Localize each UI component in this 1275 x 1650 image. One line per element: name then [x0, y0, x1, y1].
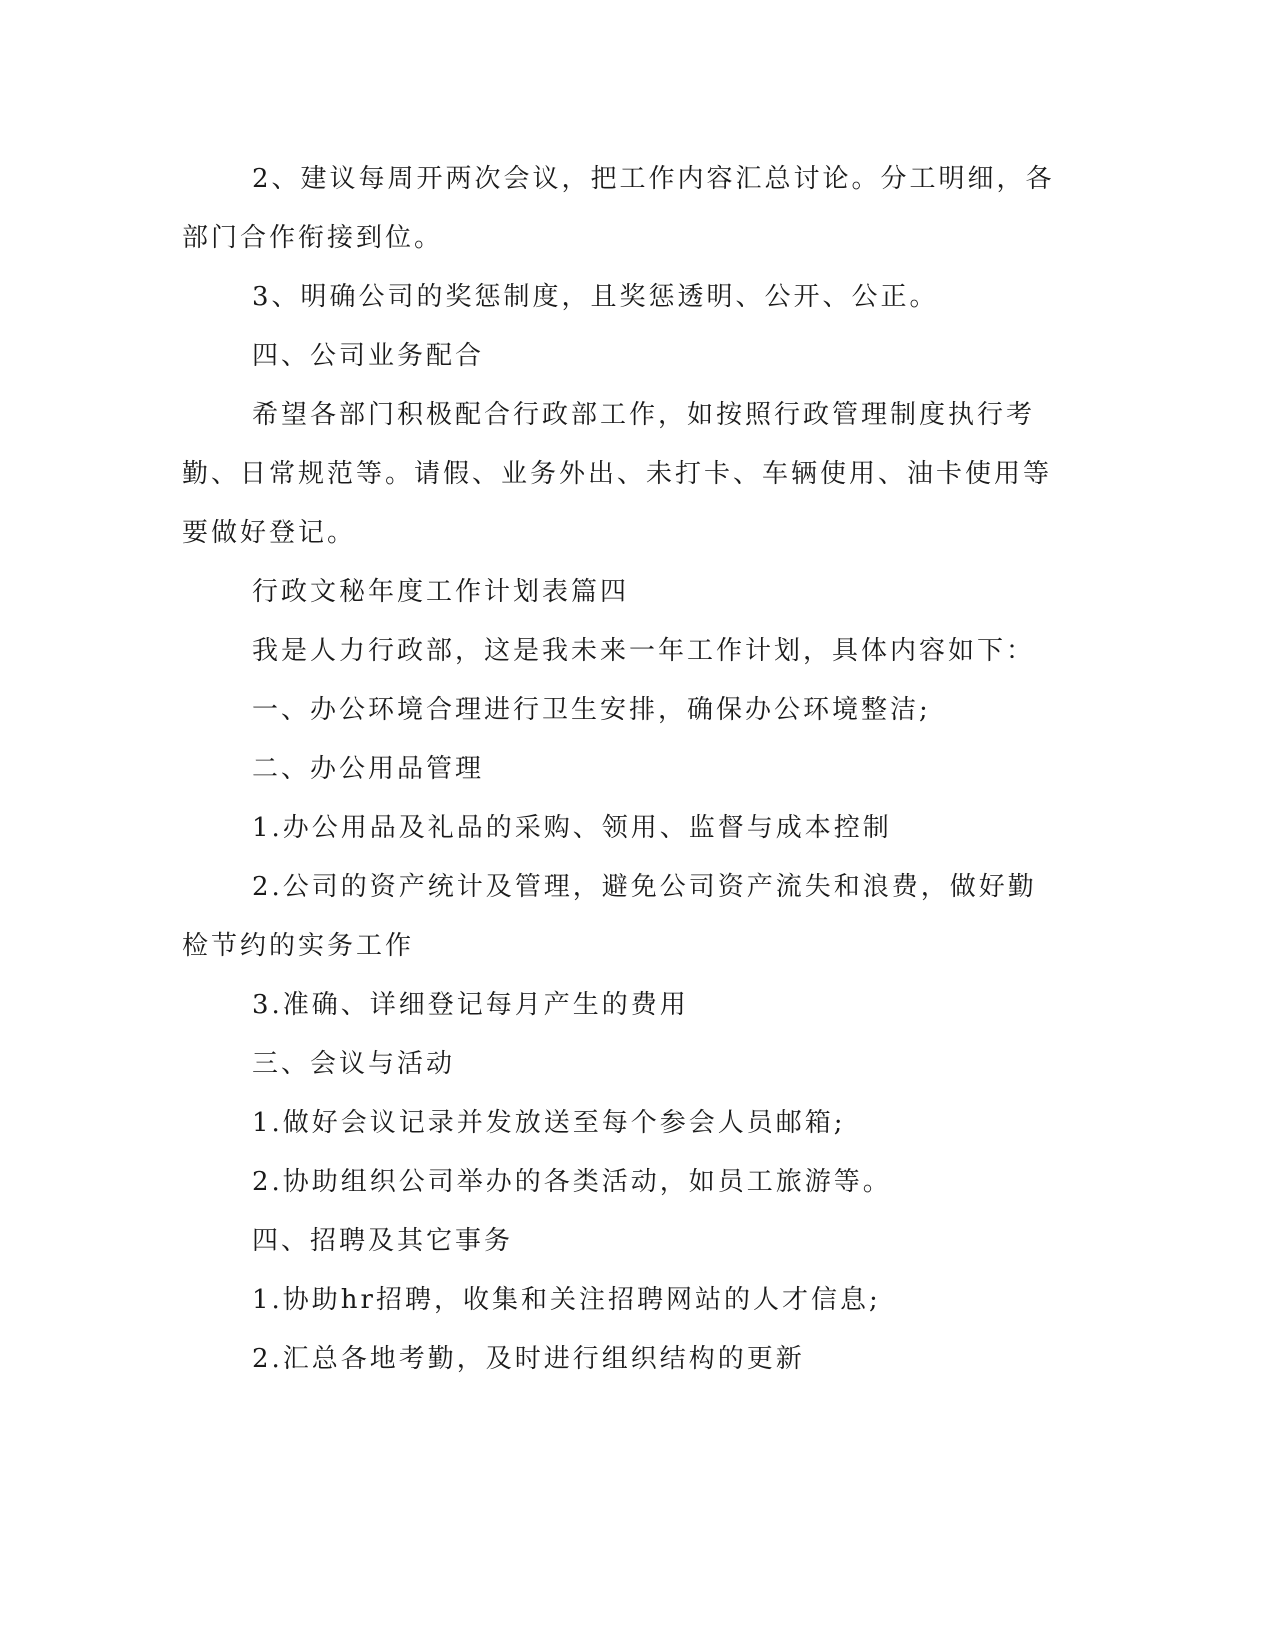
document-body — [182, 150, 1062, 1389]
paragraph: 3、明确公司的奖惩制度，且奖惩透明、公开、公正。 — [252, 282, 939, 312]
list-item: 2.汇总各地考勤，及时进行组织结构的更新 — [252, 1344, 805, 1374]
list-item: 2.协助组织公司举办的各类活动，如员工旅游等。 — [252, 1167, 892, 1197]
list-item: 3.准确、详细登记每月产生的费用 — [252, 990, 689, 1020]
section-heading: 二、办公用品管理 — [252, 754, 485, 784]
list-item: 2.公司的资产统计及管理，避免公司资产流失和浪费，做好勤检节约的实务工作 — [182, 872, 1037, 961]
section-heading: 四、招聘及其它事务 — [252, 1226, 514, 1256]
section-heading: 一、办公环境合理进行卫生安排，确保办公环境整洁; — [252, 695, 931, 725]
list-item: 1.办公用品及礼品的采购、领用、监督与成本控制 — [252, 813, 892, 843]
list-item: 1.协助hr招聘，收集和关注招聘网站的人才信息; — [252, 1285, 881, 1315]
section-heading: 四、公司业务配合 — [252, 341, 485, 371]
list-item: 1.做好会议记录并发放送至每个参会人员邮箱; — [252, 1108, 846, 1138]
paragraph: 我是人力行政部，这是我未来一年工作计划，具体内容如下： — [252, 636, 1036, 666]
paragraph: 2、建议每周开两次会议，把工作内容汇总讨论。分工明细，各部门合作衔接到位。 — [182, 164, 1055, 253]
paragraph: 希望各部门积极配合行政部工作，如按照行政管理制度执行考勤、日常规范等。请假、业务外出、未打卡、车辆使用、油卡使用等要做好登记。 — [182, 400, 1053, 548]
section-heading: 三、会议与活动 — [252, 1049, 456, 1079]
article-title: 行政文秘年度工作计划表篇四 — [252, 577, 630, 607]
